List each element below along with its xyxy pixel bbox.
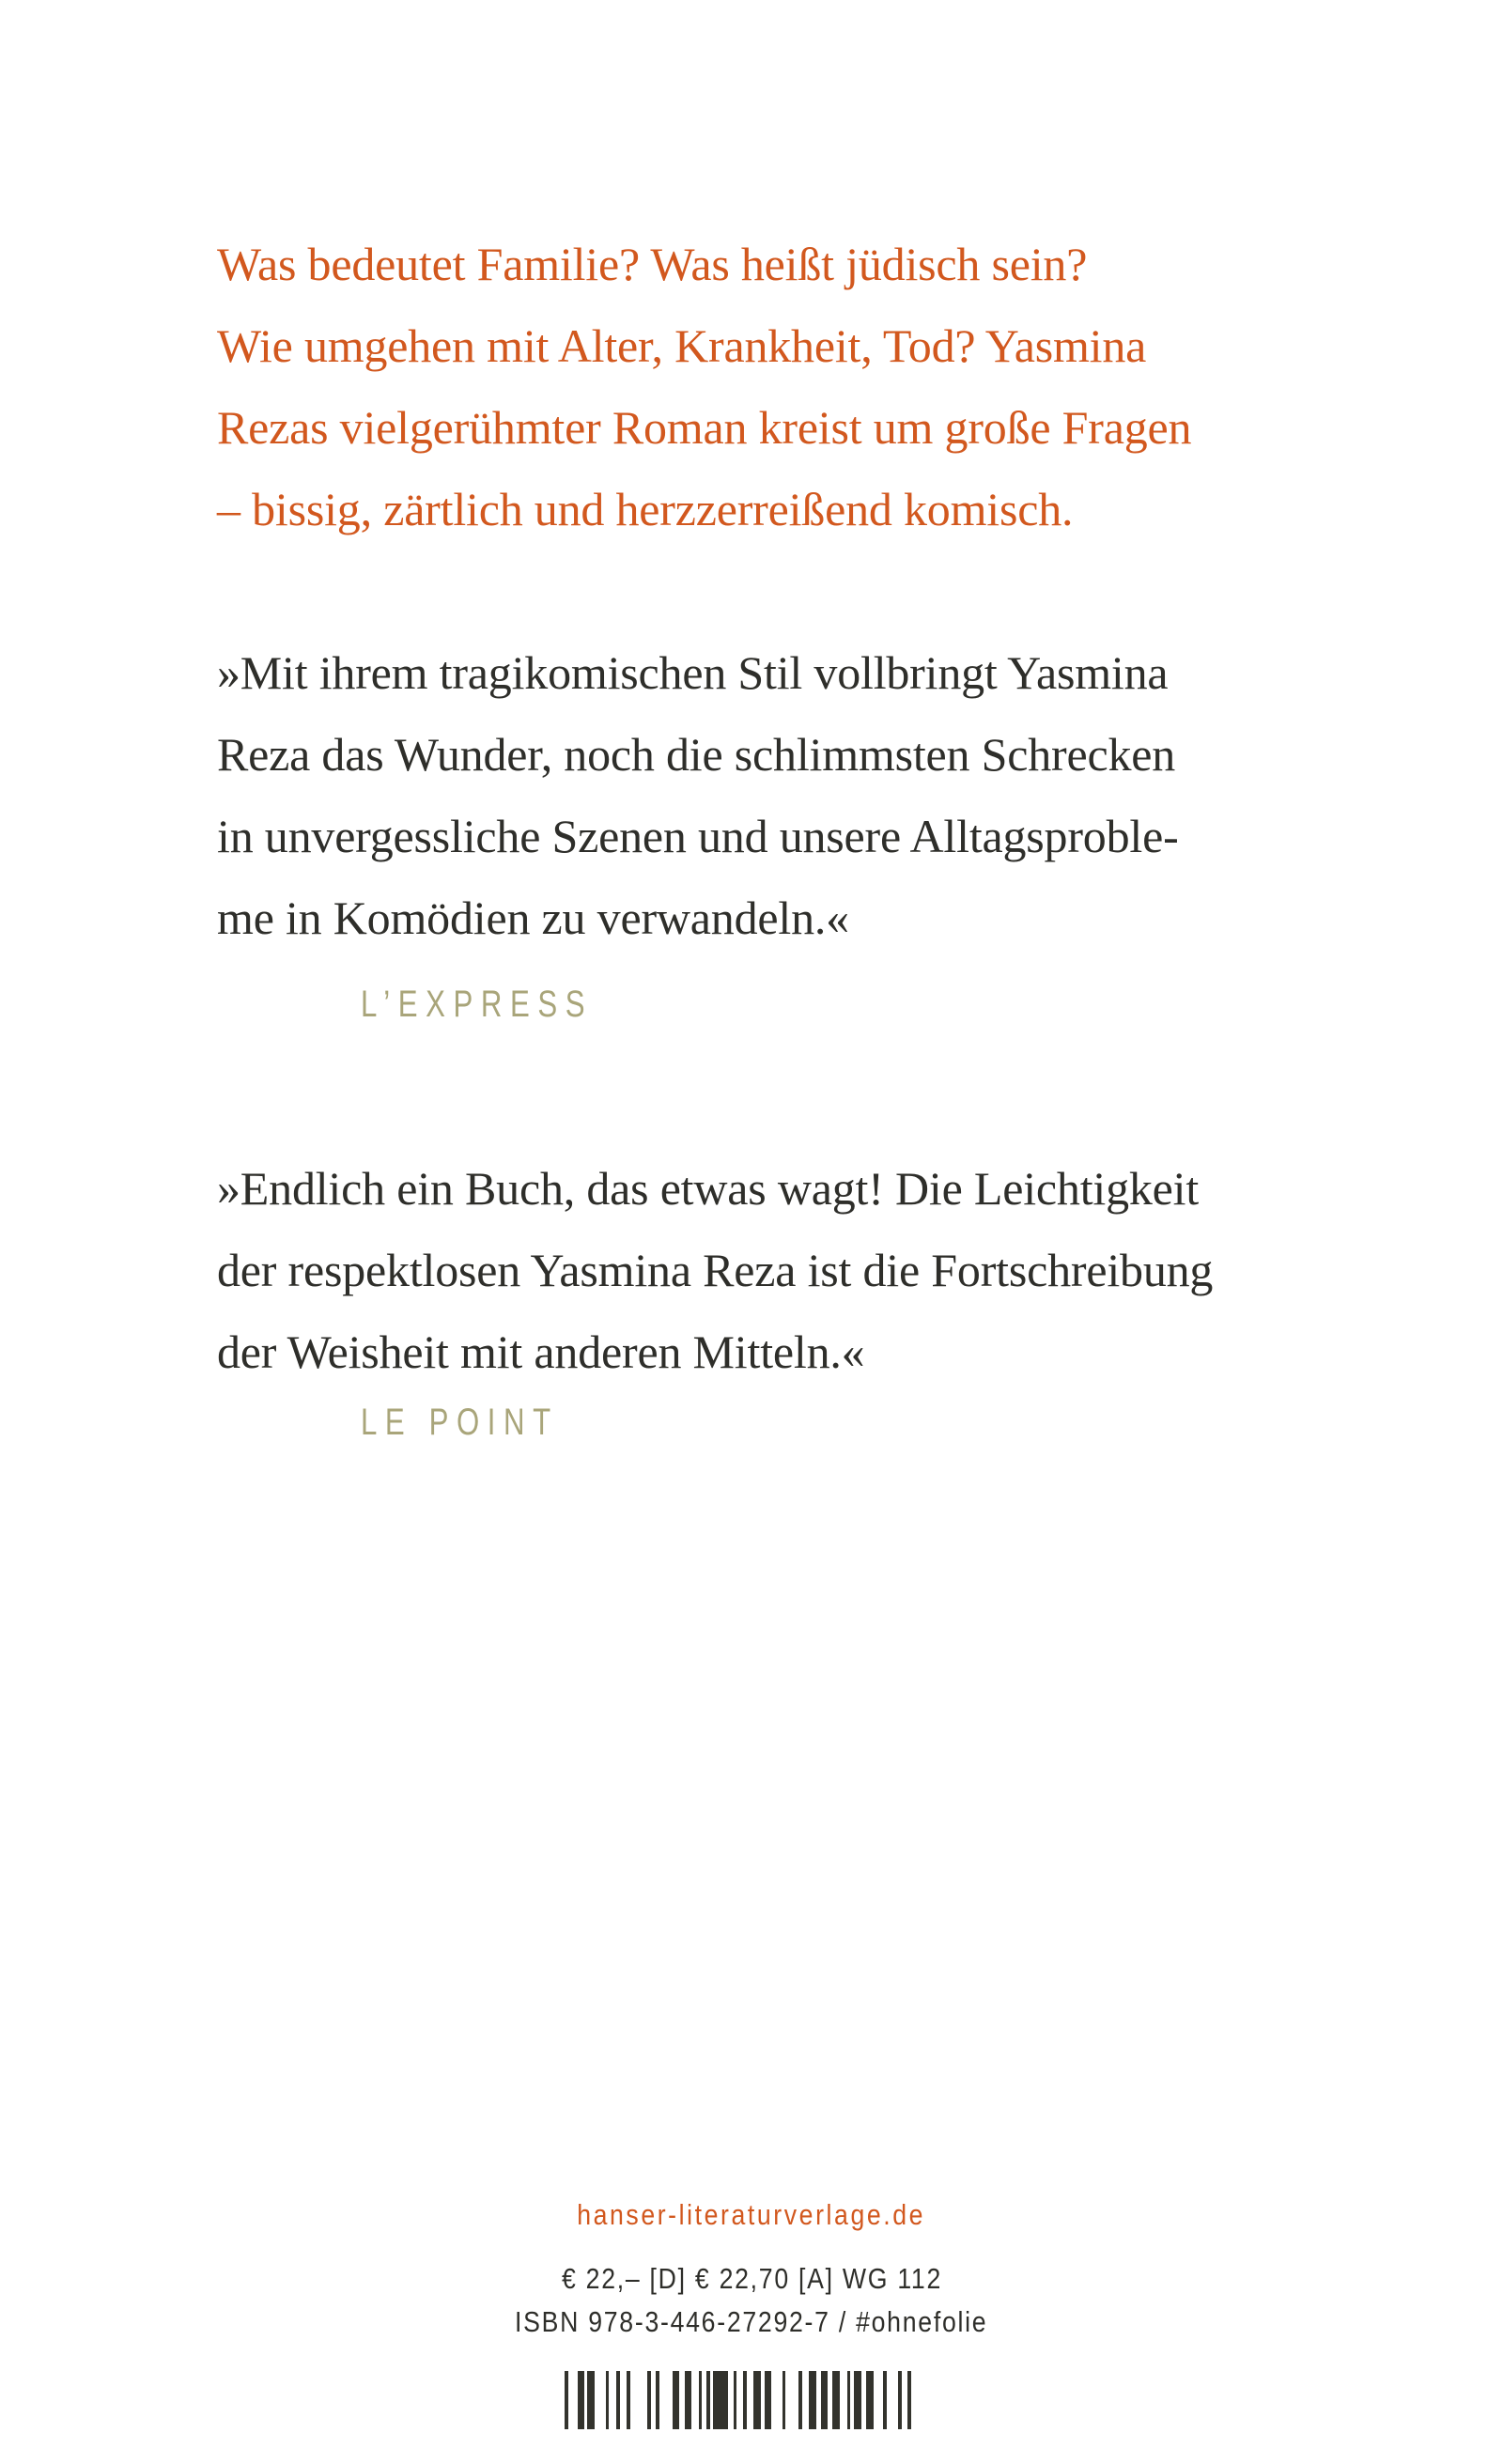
barcode-gap: [785, 2371, 798, 2429]
barcode-gap: [609, 2371, 616, 2429]
quote-line: Reza das Wunder, noch die schlimmsten Schrecken: [217, 728, 1176, 781]
barcode-gap: [595, 2371, 606, 2429]
blurb-line: – bissig, zärtlich und herzzerreißend komisch.: [217, 483, 1074, 535]
barcode-gap: [887, 2371, 898, 2429]
barcode-icon: [565, 2371, 911, 2429]
publisher-website[interactable]: [0, 2196, 1503, 2234]
barcode-bar: [587, 2371, 595, 2429]
price-text: € 22,– [D] € 22,70 [A] WG 112: [561, 2262, 942, 2295]
review-quote-lexpress: [217, 632, 1363, 959]
barcode-bar: [673, 2371, 679, 2429]
barcode-bar: [685, 2371, 691, 2429]
barcode-bar: [578, 2371, 584, 2429]
barcode-gap: [691, 2371, 699, 2429]
barcode-gap: [771, 2371, 782, 2429]
review-quote-lepoint: [217, 1148, 1363, 1393]
publisher-website-text[interactable]: hanser-literaturverlage.de: [577, 2198, 926, 2231]
isbn-text: ISBN 978-3-446-27292-7 / #ohnefolie: [515, 2305, 988, 2338]
blurb-line: Was bedeutet Familie? Was heißt jüdisch sein?: [217, 238, 1088, 290]
blurb-line: Wie umgehen mit Alter, Krankheit, Tod? Yasmina: [217, 319, 1147, 372]
blurb-line: Rezas vielgerühmter Roman kreist um große Fragen: [217, 401, 1192, 454]
isbn-line: [0, 2303, 1503, 2341]
barcode-gap: [840, 2371, 847, 2429]
barcode-gap: [874, 2371, 883, 2429]
barcode-bar: [765, 2371, 771, 2429]
barcode-bar: [809, 2371, 816, 2429]
barcode-gap: [630, 2371, 647, 2429]
barcode-gap: [659, 2371, 673, 2429]
quote-line: me in Komödien zu verwandeln.«: [217, 891, 849, 944]
barcode-bar: [866, 2371, 874, 2429]
barcode-bar: [713, 2371, 728, 2429]
quote-line: der Weisheit mit anderen Mitteln.«: [217, 1325, 865, 1378]
quote-line: in unvergessliche Szenen und unsere Alltagsproble-: [217, 810, 1179, 862]
quote-line: der respektlosen Yasmina Reza ist die Fortschreibung: [217, 1244, 1214, 1296]
quote-line: »Endlich ein Buch, das etwas wagt! Die Leichtigkeit: [217, 1162, 1200, 1215]
barcode-gap: [802, 2371, 809, 2429]
blurb-text: [217, 224, 1344, 550]
quote-source-lepoint: LE POINT: [361, 1402, 559, 1443]
barcode-bar: [821, 2371, 828, 2429]
barcode-bar: [854, 2371, 861, 2429]
quote-source-lexpress: L’EXPRESS: [361, 984, 594, 1025]
quote-line: »Mit ihrem tragikomischen Stil vollbringt Yasmina: [217, 646, 1169, 699]
barcode-gap: [747, 2371, 753, 2429]
barcode-bar: [907, 2371, 911, 2429]
barcode-bar: [832, 2371, 840, 2429]
price-line: [0, 2260, 1503, 2298]
barcode-gap: [568, 2371, 578, 2429]
barcode-gap: [736, 2371, 743, 2429]
barcode-bar: [753, 2371, 761, 2429]
barcode-gap: [620, 2371, 627, 2429]
